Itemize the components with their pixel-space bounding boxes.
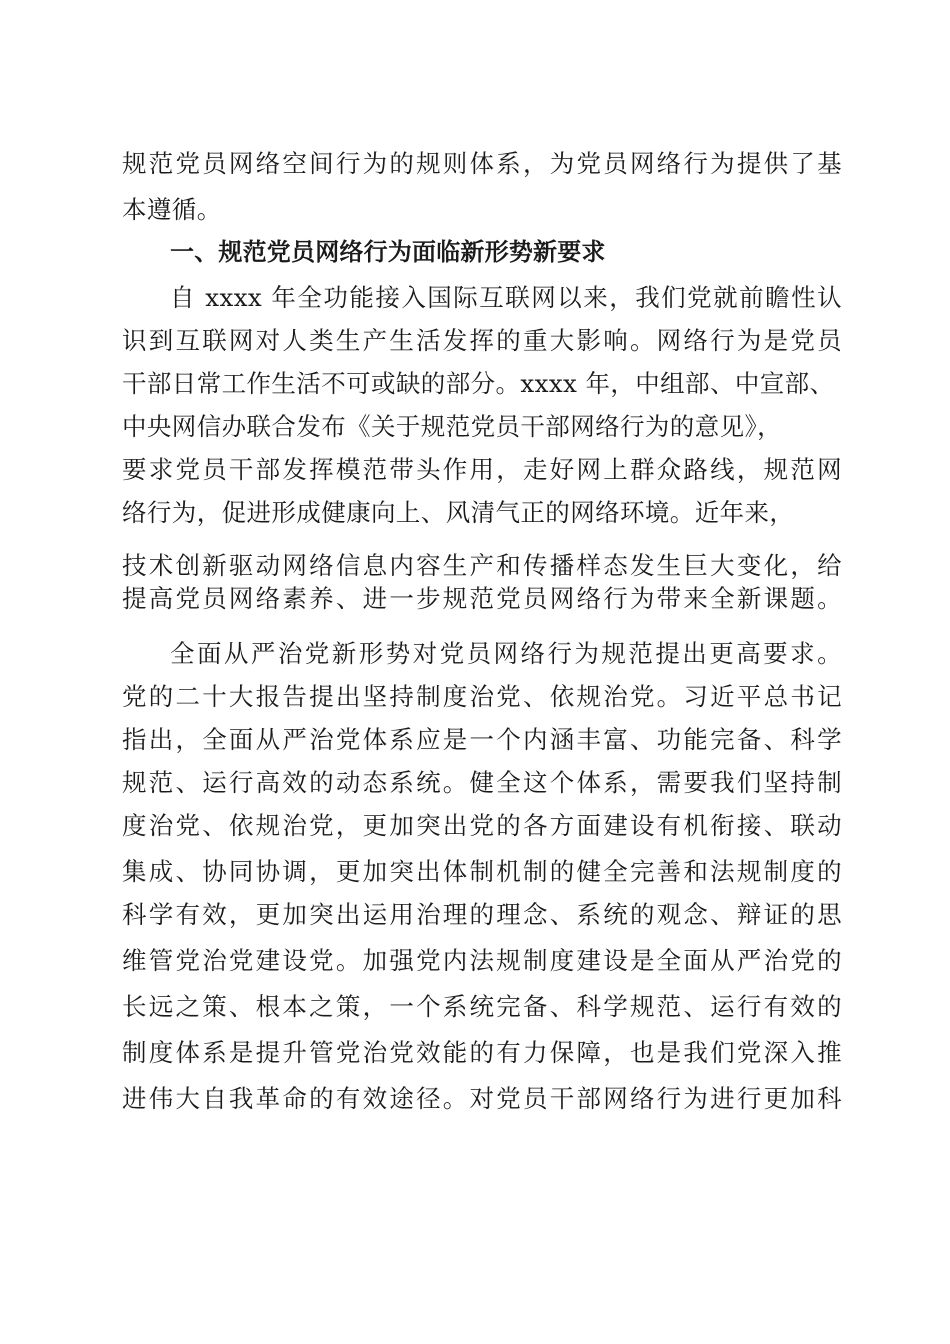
text-line: 识到互联网对人类生产生活发挥的重大影响。网络行为是党员 (122, 326, 842, 355)
text-line: 提高党员网络素养、进一步规范党员网络行为带来全新课题。 (122, 584, 842, 613)
text-line: 自 xxxx 年全功能接入国际互联网以来，我们党就前瞻性认 (170, 283, 842, 312)
text-line: 要求党员干部发挥模范带头作用，走好网上群众路线，规范网 (122, 455, 842, 484)
text-line: 本遵循。 (122, 195, 222, 224)
text-line: 制度体系是提升管党治党效能的有力保障，也是我们党深入推 (122, 1038, 842, 1067)
section-heading: 一、规范党员网络行为面临新形势新要求 (170, 238, 606, 266)
text-line: 集成、协同协调，更加突出体制机制的健全完善和法规制度的 (122, 857, 842, 886)
text-line: 维管党治党建设党。加强党内法规制度建设是全面从严治党的 (122, 946, 842, 975)
text-line: 规范党员网络空间行为的规则体系，为党员网络行为提供了基 (122, 149, 842, 178)
text-line: 进伟大自我革命的有效途径。对党员干部网络行为进行更加科 (122, 1084, 842, 1113)
text-line: 络行为，促进形成健康向上、风清气正的网络环境。近年来， (122, 498, 795, 527)
text-line: 指出，全面从严治党体系应是一个内涵丰富、功能完备、科学 (122, 725, 842, 754)
text-line: 技术创新驱动网络信息内容生产和传播样态发生巨大变化，给 (122, 551, 842, 580)
text-line: 全面从严治党新形势对党员网络行为规范提出更高要求。 (170, 639, 842, 668)
text-line: 度治党、依规治党，更加突出党的各方面建设有机衔接、联动 (122, 811, 842, 840)
text-line: 规范、运行高效的动态系统。健全这个体系，需要我们坚持制 (122, 768, 842, 797)
text-line: 长远之策、根本之策，一个系统完备、科学规范、运行有效的 (122, 992, 842, 1021)
text-line: 中央网信办联合发布《关于规范党员干部网络行为的意见》， (122, 412, 783, 441)
text-line: 科学有效，更加突出运用治理的理念、系统的观念、辩证的思 (122, 900, 842, 929)
text-line: 党的二十大报告提出坚持制度治党、依规治党。习近平总书记 (122, 682, 842, 711)
text-line: 干部日常工作生活不可或缺的部分。xxxx 年，中组部、中宣部、 (122, 369, 835, 398)
